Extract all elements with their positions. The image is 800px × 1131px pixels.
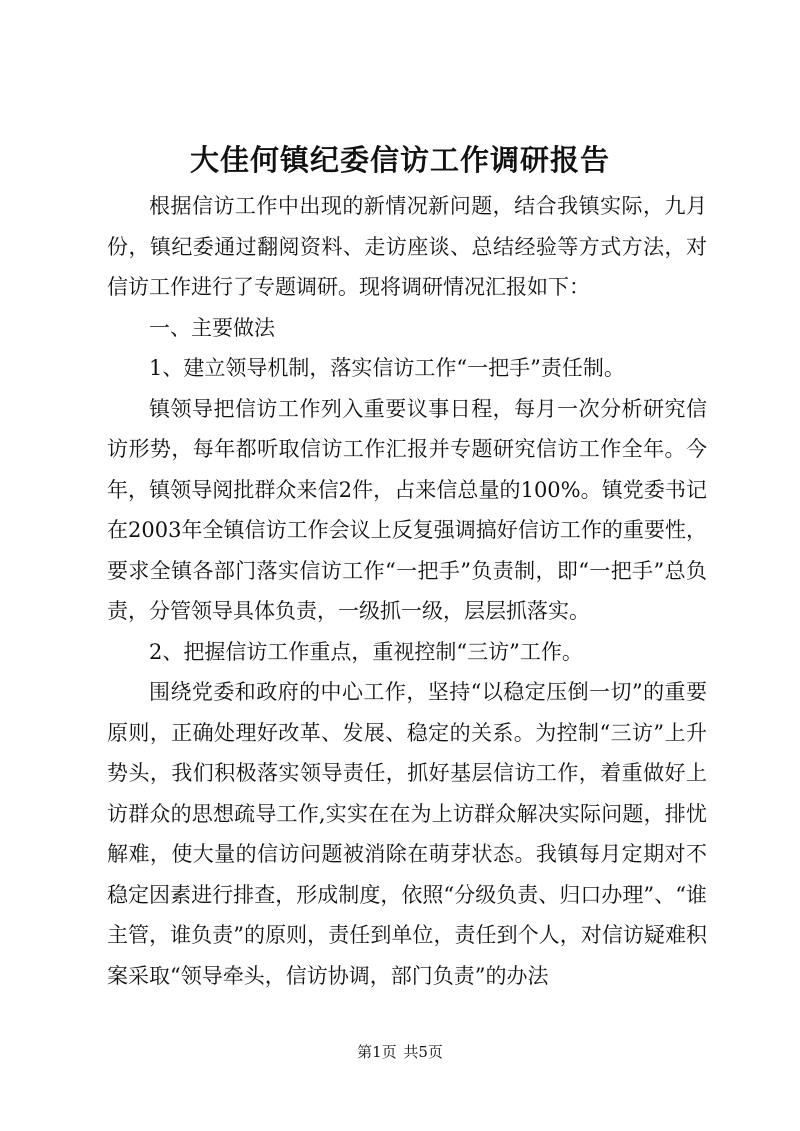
paragraph-intro: 根据信访工作中出现的新情况新问题，结合我镇实际，九月份，镇纪委通过翻阅资料、走访座谈、总结经验等方式方法，对信访工作进行了专题调研。现将调研情况汇报如下：	[107, 194, 707, 299]
document-title: 大佳何镇纪委信访工作调研报告	[189, 143, 610, 177]
subheading-1: 1、建立领导机制，落实信访工作“一把手”责任制。	[149, 356, 625, 380]
paragraph-2: 围绕党委和政府的中心工作，坚持“以稳定压倒一切”的重要原则，正确处理好改革、发展、稳定的关系。为控制“三访”上升势头，我们积极落实领导责任，抓好基层信访工作，着重做好上访群众的思想疏导工作,实实在在为上访群众解决实际问题，排忧解难，使大量的信访问题被消除在萌芽状态。我镇每月定期对不稳定因素进行排查，形成制度，依照“分级负责、归口办理”、“谁主管，谁负责”的原则，责任到单位，责任到个人，对信访疑难积案采取“领导牵头，信访协调，部门负责”的办法	[107, 680, 707, 988]
page-number: 第1页 共5页	[357, 1043, 443, 1061]
subheading-2: 2、把握信访工作重点，重视控制“三访”工作。	[149, 639, 583, 664]
paragraph-1: 镇领导把信访工作列入重要议事日程，每月一次分析研究信访形势，每年都听取信访工作汇报并专题研究信访工作全年。今年，镇领导阅批群众来信2件，占来信总量的100%。镇党委书记在2003年全镇信访工作会议上反复强调搞好信访工作的重要性，要求全镇各部门落实信访工作“一把手”负责制，即“一把手”总负责，分管领导具体负责，一级抓一级，层层抓落实。	[107, 396, 707, 623]
section-heading: 一、主要做法	[149, 315, 275, 340]
document-body	[107, 186, 707, 996]
